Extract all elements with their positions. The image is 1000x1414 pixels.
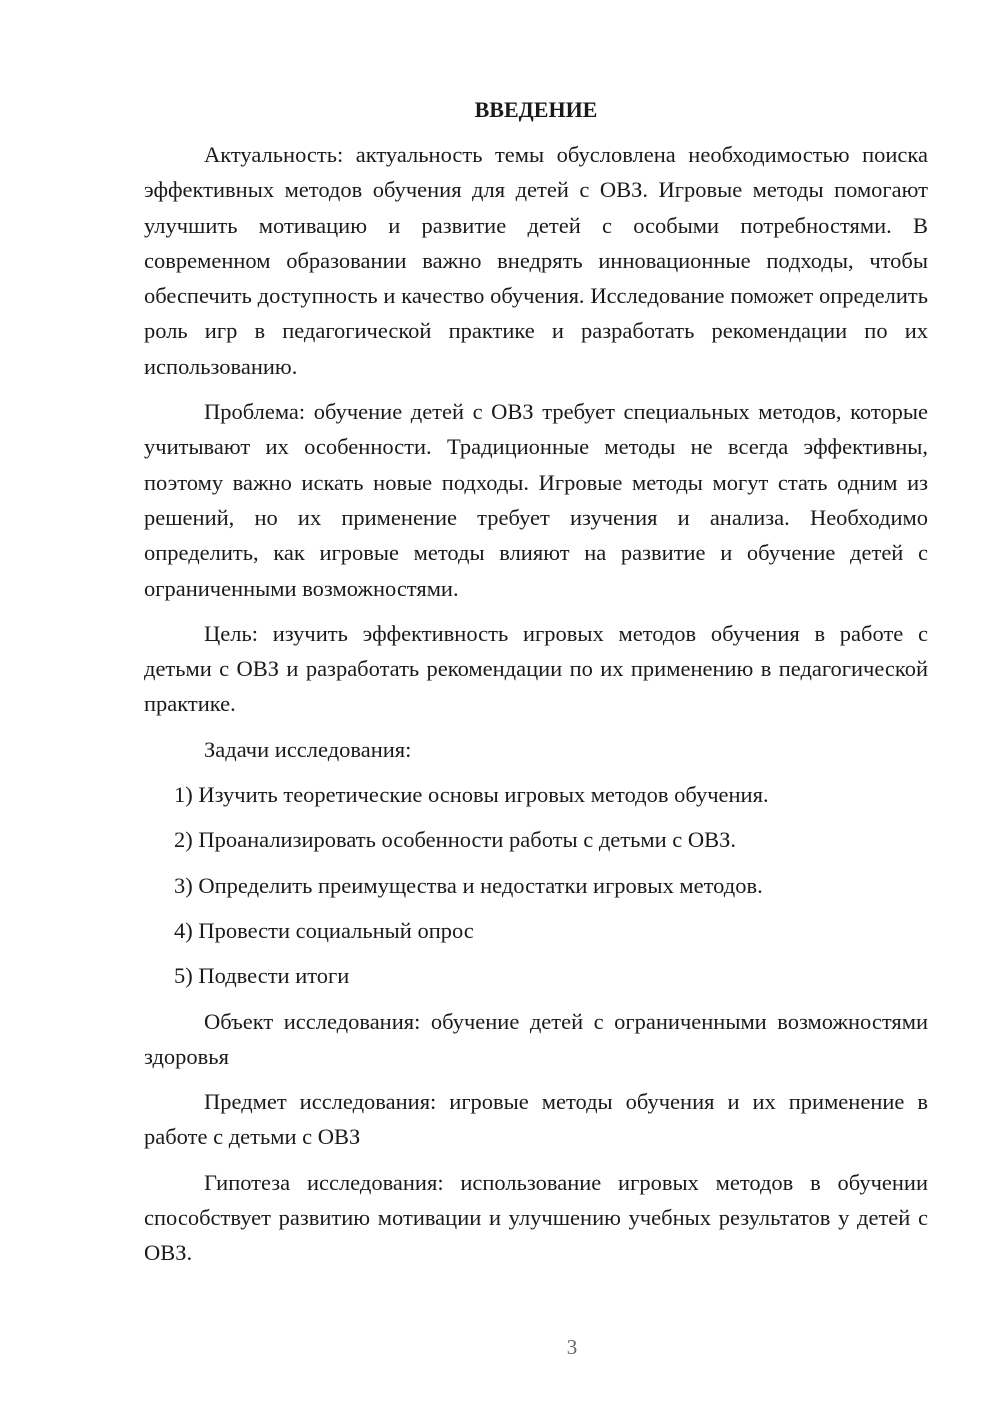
tasks-list — [144, 777, 928, 993]
goal-paragraph: Цель: изучить эффективность игровых методов обучения в работе с детьми с ОВЗ и разработать рекомендации по их применению в педагогической практике. — [144, 620, 928, 717]
task-item: 5) Подвести итоги — [174, 963, 350, 989]
object-paragraph: Объект исследования: обучение детей с ограниченными возможностями здоровья — [144, 1008, 928, 1069]
relevance-paragraph: Актуальность: актуальность темы обусловлена необходимостью поиска эффективных методов обучения для детей с ОВЗ. Игровые методы помогают улучшить мотивацию и развитие детей с особыми потребностями. В современном образовании важно внедрять инновационные подходы, чтобы обеспечить доступность и качество обучения. Исследование поможет определить роль игр в педагогической практике и разработать рекомендации по их использованию. — [144, 142, 928, 379]
page-content — [144, 92, 928, 1271]
subject-paragraph: Предмет исследования: игровые методы обучения и их применение в работе с детьми с ОВЗ — [144, 1089, 928, 1150]
tasks-heading: Задачи исследования: — [204, 736, 412, 762]
hypothesis-paragraph: Гипотеза исследования: использование игровых методов в обучении способствует развитию мотивации и улучшению учебных результатов у детей с ОВЗ. — [144, 1169, 928, 1266]
task-item: 2) Проанализировать особенности работы с детьми с ОВЗ. — [174, 827, 737, 853]
task-item: 4) Провести социальный опрос — [174, 917, 474, 943]
problem-paragraph: Проблема: обучение детей с ОВЗ требует специальных методов, которые учитывают их особенности. Традиционные методы не всегда эффективны, поэтому важно искать новые подходы. Игровые методы могут стать одним из решений, но их применение требует изучения и анализа. Необходимо определить, как игровые методы влияют на развитие и обучение детей с ограниченными возможностями. — [144, 399, 928, 601]
page-title: ВВЕДЕНИЕ — [474, 97, 598, 122]
page-number: 3 — [566, 1335, 578, 1359]
task-item: 3) Определить преимущества и недостатки игровых методов. — [174, 872, 763, 898]
task-item: 1) Изучить теоретические основы игровых методов обучения. — [174, 782, 769, 808]
